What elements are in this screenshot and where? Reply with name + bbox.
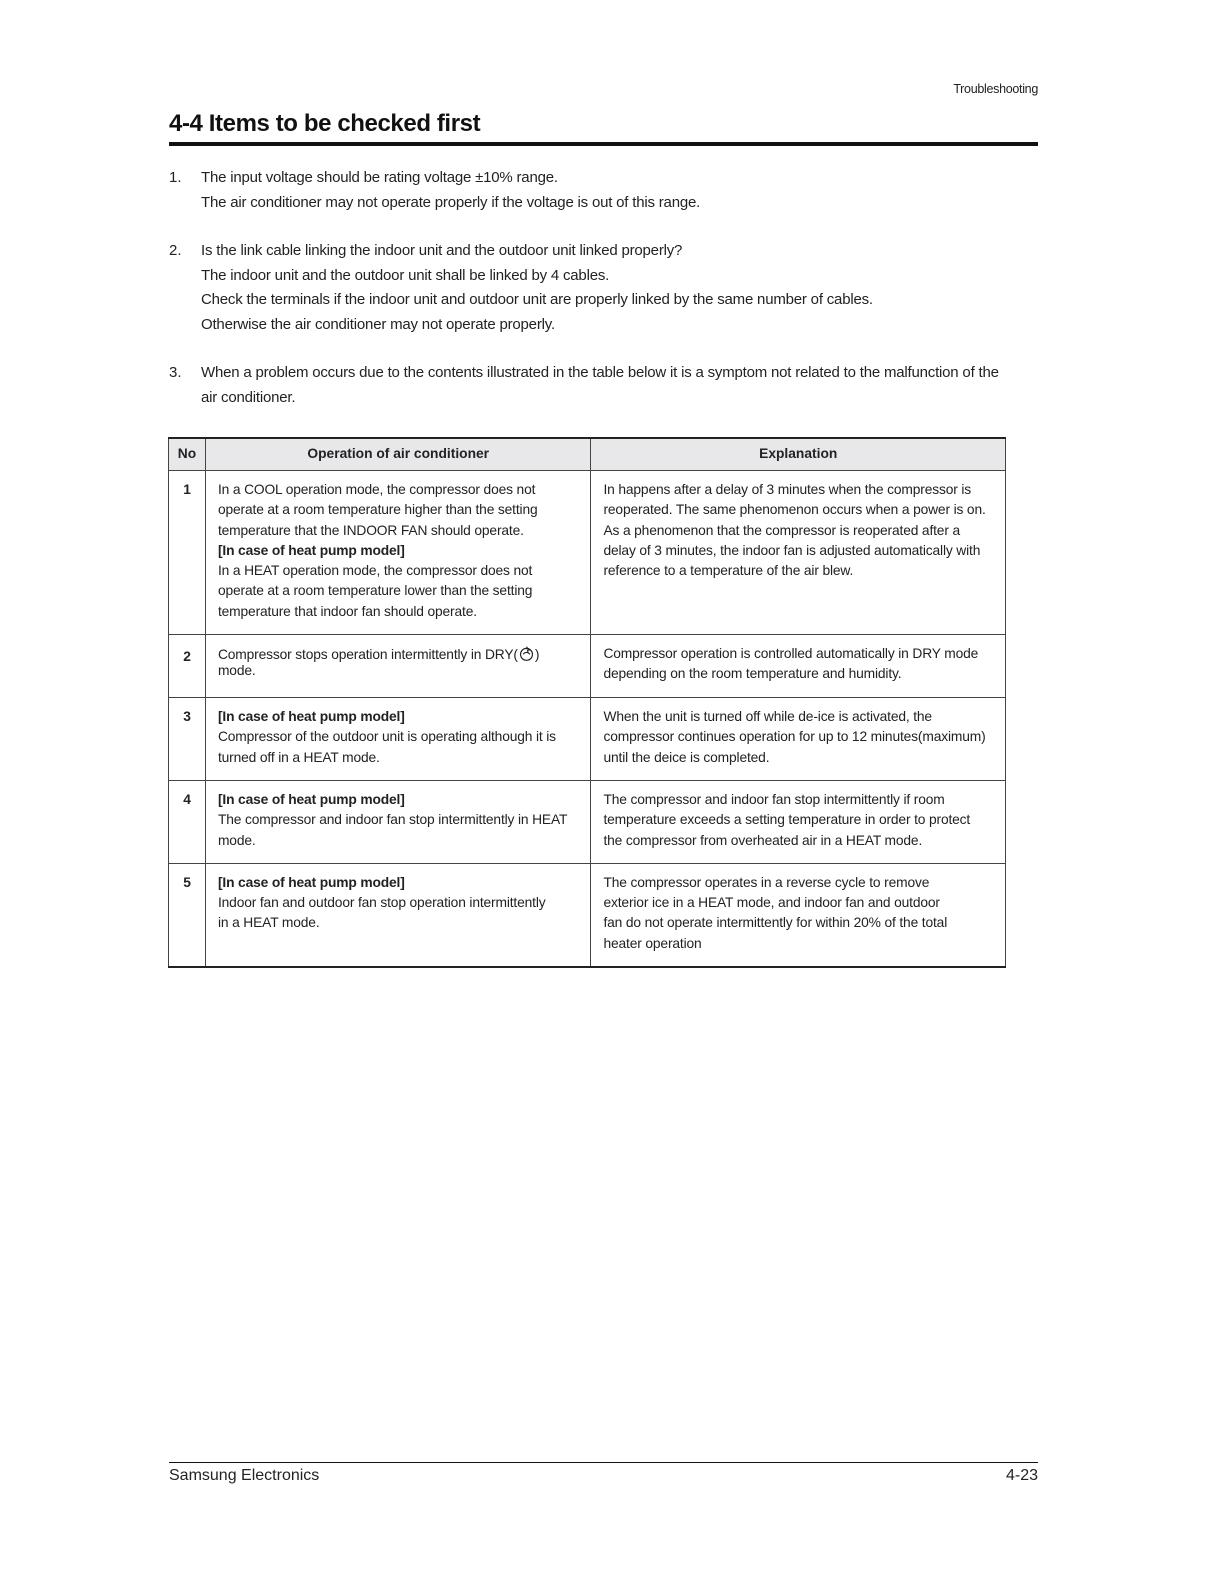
checklist-item (169, 361, 1019, 410)
cell-line: the compressor from overheated air in a HEAT mode. (603, 832, 923, 848)
item-line: Check the terminals if the indoor unit and outdoor unit are properly linked by the same number of cables. (201, 291, 873, 308)
cell-line: Indoor fan and outdoor fan stop operation intermittently (217, 895, 546, 911)
table-header-row (169, 438, 1006, 471)
cell-line (218, 645, 579, 665)
row-number: 2 (169, 635, 206, 698)
table-row (169, 863, 1006, 967)
cell-line: delay of 3 minutes, the indoor fan is adjusted automatically with (603, 542, 981, 558)
footer-divider (169, 1462, 1038, 1463)
cell-line-bold: [In case of heat pump model] (217, 542, 405, 558)
item-number: 2. (169, 242, 182, 259)
item-line: Is the link cable linking the indoor unit and the outdoor unit linked properly? (201, 242, 683, 259)
running-header: Troubleshooting (953, 82, 1038, 96)
cell-line: operate at a room temperature higher than the setting (217, 502, 538, 518)
table-row (169, 780, 1006, 863)
table-row (169, 471, 1006, 635)
cell-line: The compressor operates in a reverse cycle to remove (603, 874, 930, 890)
row-number: 3 (169, 698, 206, 781)
cell-line-bold: [In case of heat pump model] (217, 791, 405, 807)
table-row (169, 698, 1006, 781)
cell-line: operate at a room temperature lower than the setting (217, 583, 533, 599)
cell-line: heater operation (603, 935, 702, 951)
checklist-item (169, 239, 1019, 337)
page-title: 4-4 Items to be checked first (169, 110, 1038, 146)
cell-text: Compressor stops operation intermittently in DRY( (217, 647, 518, 663)
cell-line: temperature that the INDOOR FAN should operate. (217, 522, 524, 538)
cell-line: reference to a temperature of the air blew. (603, 563, 854, 579)
checklist (169, 166, 1019, 434)
operation-cell (205, 698, 591, 781)
item-line: The input voltage should be rating voltage ±10% range. (201, 169, 558, 186)
cell-line: turned off in a HEAT mode. (217, 749, 380, 765)
dry-mode-icon (518, 645, 535, 662)
checklist-item (169, 166, 1019, 215)
operation-cell (205, 471, 591, 635)
cell-line: until the deice is completed. (603, 749, 770, 765)
symptom-table (168, 437, 1006, 968)
item-line: air conditioner. (201, 388, 296, 406)
cell-line: depending on the room temperature and humidity. (603, 666, 902, 682)
cell-line: In a COOL operation mode, the compressor does not (217, 482, 536, 497)
cell-line: In happens after a delay of 3 minutes when the compressor is (603, 482, 972, 497)
cell-line: Compressor operation is controlled automatically in DRY mode (603, 646, 979, 662)
cell-line: As a phenomenon that the compressor is reoperated after a (603, 522, 960, 538)
explanation-cell (591, 863, 1006, 967)
cell-line: mode. (217, 832, 256, 848)
cell-line: In a HEAT operation mode, the compressor does not (217, 563, 533, 579)
explanation-cell (591, 471, 1006, 635)
cell-line-bold: [In case of heat pump model] (217, 874, 405, 890)
operation-cell (205, 635, 591, 698)
item-line: When a problem occurs due to the contents illustrated in the table below it is a symptom not related to the malfunction of the (201, 364, 999, 381)
cell-line: Compressor of the outdoor unit is operating although it is (217, 729, 556, 745)
cell-line: The compressor and indoor fan stop intermittently in HEAT (217, 812, 568, 828)
explanation-cell (591, 635, 1006, 698)
row-number: 1 (169, 471, 206, 635)
header-explanation: Explanation (591, 438, 1006, 471)
item-line: Otherwise the air conditioner may not operate properly. (201, 315, 555, 333)
row-number: 4 (169, 780, 206, 863)
footer-company: Samsung Electronics (169, 1467, 320, 1484)
header-operation: Operation of air conditioner (205, 438, 591, 471)
operation-cell (205, 863, 591, 967)
table-row (169, 635, 1006, 698)
header-no: No (169, 438, 206, 471)
cell-line: temperature that indoor fan should operate. (217, 603, 477, 619)
cell-line: exterior ice in a HEAT mode, and indoor fan and outdoor (603, 895, 940, 911)
cell-line: When the unit is turned off while de-ice is activated, the (603, 709, 932, 725)
item-number: 1. (169, 169, 182, 186)
cell-line: compressor continues operation for up to 12 minutes(maximum) (603, 729, 986, 745)
cell-line: reoperated. The same phenomenon occurs when a power is on. (603, 502, 986, 518)
operation-cell (205, 780, 591, 863)
cell-line: mode. (217, 663, 256, 679)
cell-line: in a HEAT mode. (217, 915, 320, 931)
cell-line: fan do not operate intermittently for within 20% of the total (603, 915, 948, 931)
item-line: The air conditioner may not operate properly if the voltage is out of this range. (201, 193, 701, 211)
cell-line-bold: [In case of heat pump model] (217, 709, 405, 725)
cell-text: ) (534, 647, 540, 663)
cell-line: The compressor and indoor fan stop intermittently if room (603, 791, 945, 807)
page-number: 4-23 (1005, 1467, 1038, 1484)
row-number: 5 (169, 863, 206, 967)
explanation-cell (591, 780, 1006, 863)
explanation-cell (591, 698, 1006, 781)
cell-line: temperature exceeds a setting temperature in order to protect (603, 812, 971, 828)
item-number: 3. (169, 364, 182, 381)
item-line: The indoor unit and the outdoor unit shall be linked by 4 cables. (201, 266, 610, 284)
